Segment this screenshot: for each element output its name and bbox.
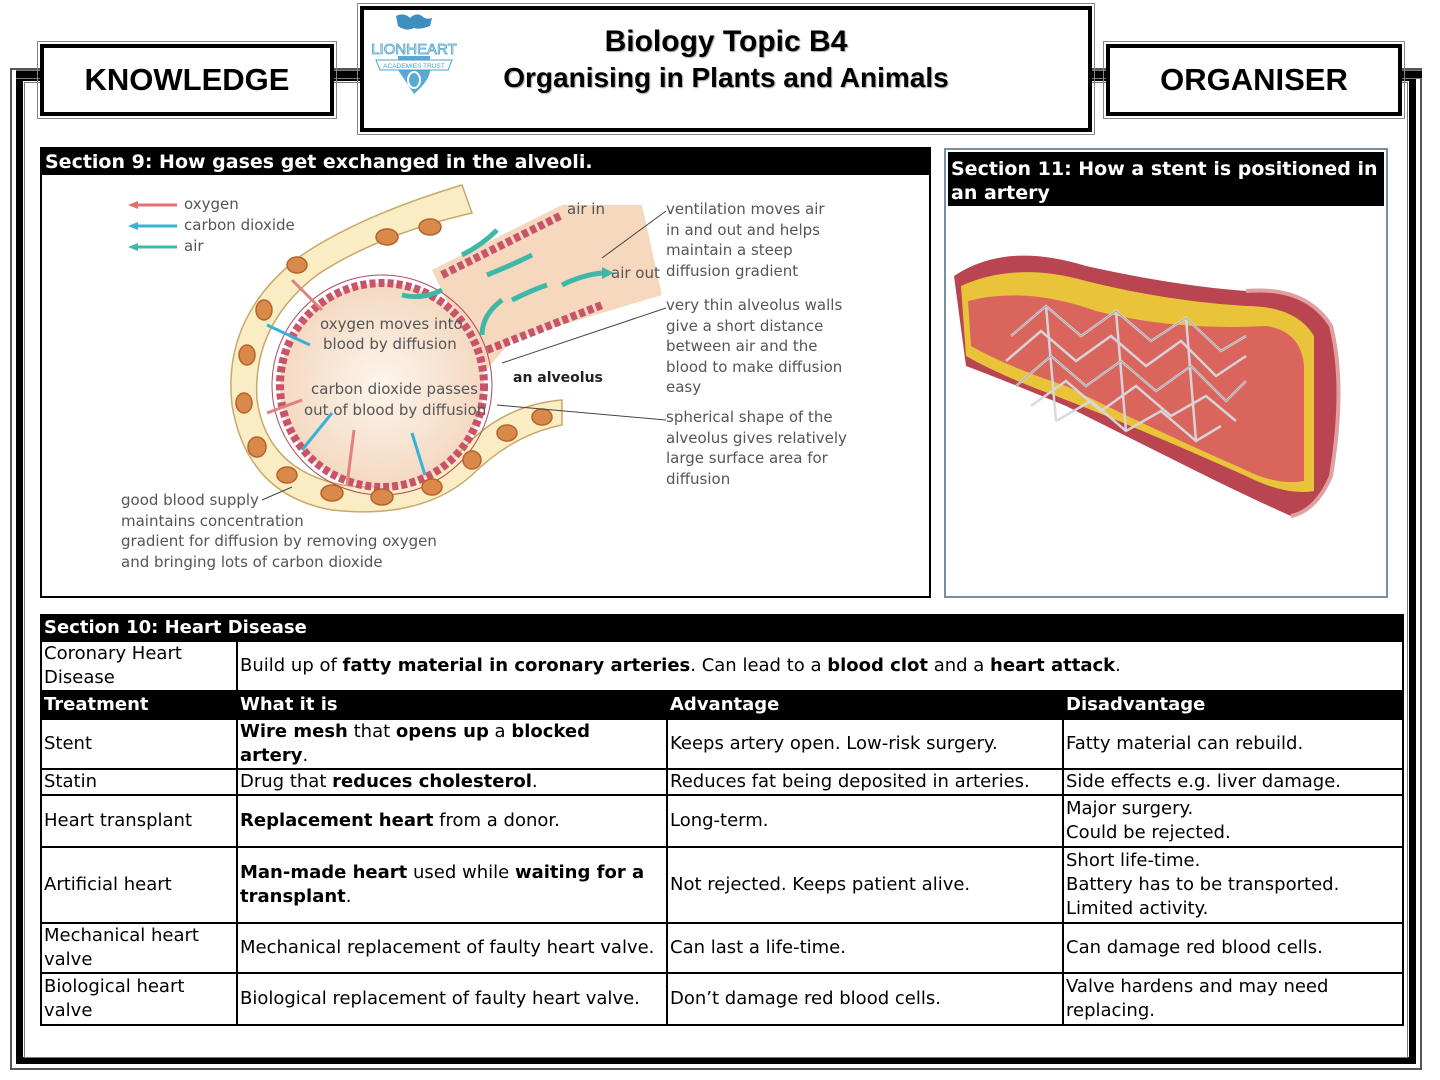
note-thin-walls [666,295,842,398]
label-air-out: air out [611,264,660,282]
stent-in-artery-illustration [946,206,1386,596]
note-line: good blood supply [121,491,259,509]
col-header-disadvantage: Disadvantage [1063,691,1403,719]
legend-air: air [184,237,204,255]
note-line: large surface area for [666,449,828,467]
section-10-heading: Section 10: Heart Disease [41,615,1403,641]
cell-treatment: Stent [41,719,237,769]
cell-what-it-is: Biological replacement of faulty heart valve. [237,973,667,1025]
cell-what-it-is: Man-made heart used while waiting for a transplant. [237,847,667,923]
section-11-stent [944,148,1388,598]
col-header-advantage: Advantage [667,691,1063,719]
note-line: maintain a steep [666,241,793,259]
cell-advantage: Long-term. [667,795,1063,847]
cell-advantage: Don’t damage red blood cells. [667,973,1063,1025]
note-line: easy [666,378,702,396]
page-subtitle: Organising in Plants and Animals [503,62,949,93]
organiser-text: ORGANISER [1160,62,1348,97]
cell-advantage: Can last a life-time. [667,923,1063,973]
section-10-heading-row [41,615,1403,641]
title-box [360,6,1092,132]
legend-arrows [128,201,177,251]
heart-disease-table [40,614,1404,1026]
note-line: and bringing lots of carbon dioxide [121,552,383,571]
cell-advantage: Keeps artery open. Low-risk surgery. [667,719,1063,769]
label-an-alveolus: an alveolus [513,370,603,386]
note-blood-supply [121,490,437,572]
chd-row [41,641,1403,691]
cell-disadvantage: Can damage red blood cells. [1063,923,1403,973]
note-line: give a short distance [666,316,824,335]
lionheart-logo [368,10,460,98]
cell-disadvantage: Fatty material can rebuild. [1063,719,1403,769]
section-9-gas-exchange [40,147,931,598]
cell-disadvantage: Valve hardens and may need replacing. [1063,973,1403,1025]
cell-advantage: Reduces fat being deposited in arteries. [667,769,1063,795]
label-air-in: air in [567,200,605,218]
cell-treatment: Mechanical heart valve [41,923,237,973]
note-line: maintains concentration [121,511,304,530]
cell-what-it-is: Mechanical replacement of faulty heart valve. [237,923,667,973]
page-title: Biology Topic B4 [604,25,848,58]
alveolus-diagram [42,175,929,596]
svg-text:LIONHEART: LIONHEART [371,41,457,58]
cell-disadvantage: Side effects e.g. liver damage. [1063,769,1403,795]
col-header-treatment: Treatment [41,691,237,719]
cell-what-it-is: Replacement heart from a donor. [237,795,667,847]
cell-treatment: Artificial heart [41,847,237,923]
note-line: alveolus gives relatively [666,428,847,447]
label-co2-out-1: carbon dioxide passes [311,380,478,398]
cell-disadvantage: Short life-time. Battery has to be transported. Limited activity. [1063,847,1403,923]
table-header-row [41,691,1403,719]
section-9-heading: Section 9: How gases get exchanged in the alveoli. [42,149,929,175]
section-11-heading: Section 11: How a stent is positioned in an artery [948,152,1384,206]
table-row [41,847,1403,923]
cell-treatment: Heart transplant [41,795,237,847]
note-line: gradient for diffusion by removing oxygen [121,532,437,550]
legend-oxygen: oxygen [184,195,239,213]
cell-treatment: Biological heart valve [41,973,237,1025]
table-row [41,973,1403,1025]
cell-what-it-is: Wire mesh that opens up a blocked artery. [237,719,667,769]
cell-what-it-is: Drug that reduces cholesterol. [237,769,667,795]
note-line: blood to make diffusion [666,357,843,376]
cell-advantage: Not rejected. Keeps patient alive. [667,847,1063,923]
label-co2-out-2: out of blood by diffusion [304,401,487,419]
legend-carbon-dioxide: carbon dioxide [184,216,295,234]
knowledge-label [40,44,334,116]
treatment-rows [41,719,1403,1025]
note-line: between air and the [666,337,818,355]
table-row [41,923,1403,973]
table-row [41,769,1403,795]
organiser-label [1106,44,1402,116]
connector-left [334,70,362,79]
note-line: ventilation moves air [666,200,825,218]
note-spherical-shape [666,407,847,489]
section-10-heart-disease [40,614,1402,1026]
connector-far-left [16,70,42,79]
note-line: in and out and helps [666,220,820,239]
cell-disadvantage: Major surgery. Could be rejected. [1063,795,1403,847]
svg-text:ACADEMIES TRUST: ACADEMIES TRUST [383,63,445,70]
note-line: diffusion [666,469,731,488]
chd-description: Build up of fatty material in coronary arteries. Can lead to a blood clot and a heart attack. [237,641,1403,691]
connector-far-right [1400,70,1422,79]
note-ventilation [666,199,825,281]
table-row [41,719,1403,769]
col-header-what-it-is: What it is [237,691,667,719]
knowledge-text: KNOWLEDGE [84,62,290,97]
label-oxygen-in-2: blood by diffusion [323,335,457,353]
lion-shield-icon [368,10,460,98]
label-oxygen-in-1: oxygen moves into [320,315,463,333]
chd-label: Coronary Heart Disease [41,641,237,691]
note-line: spherical shape of the [666,408,833,426]
note-line: very thin alveolus walls [666,296,843,314]
table-row [41,795,1403,847]
note-line: diffusion gradient [666,261,799,280]
cell-treatment: Statin [41,769,237,795]
